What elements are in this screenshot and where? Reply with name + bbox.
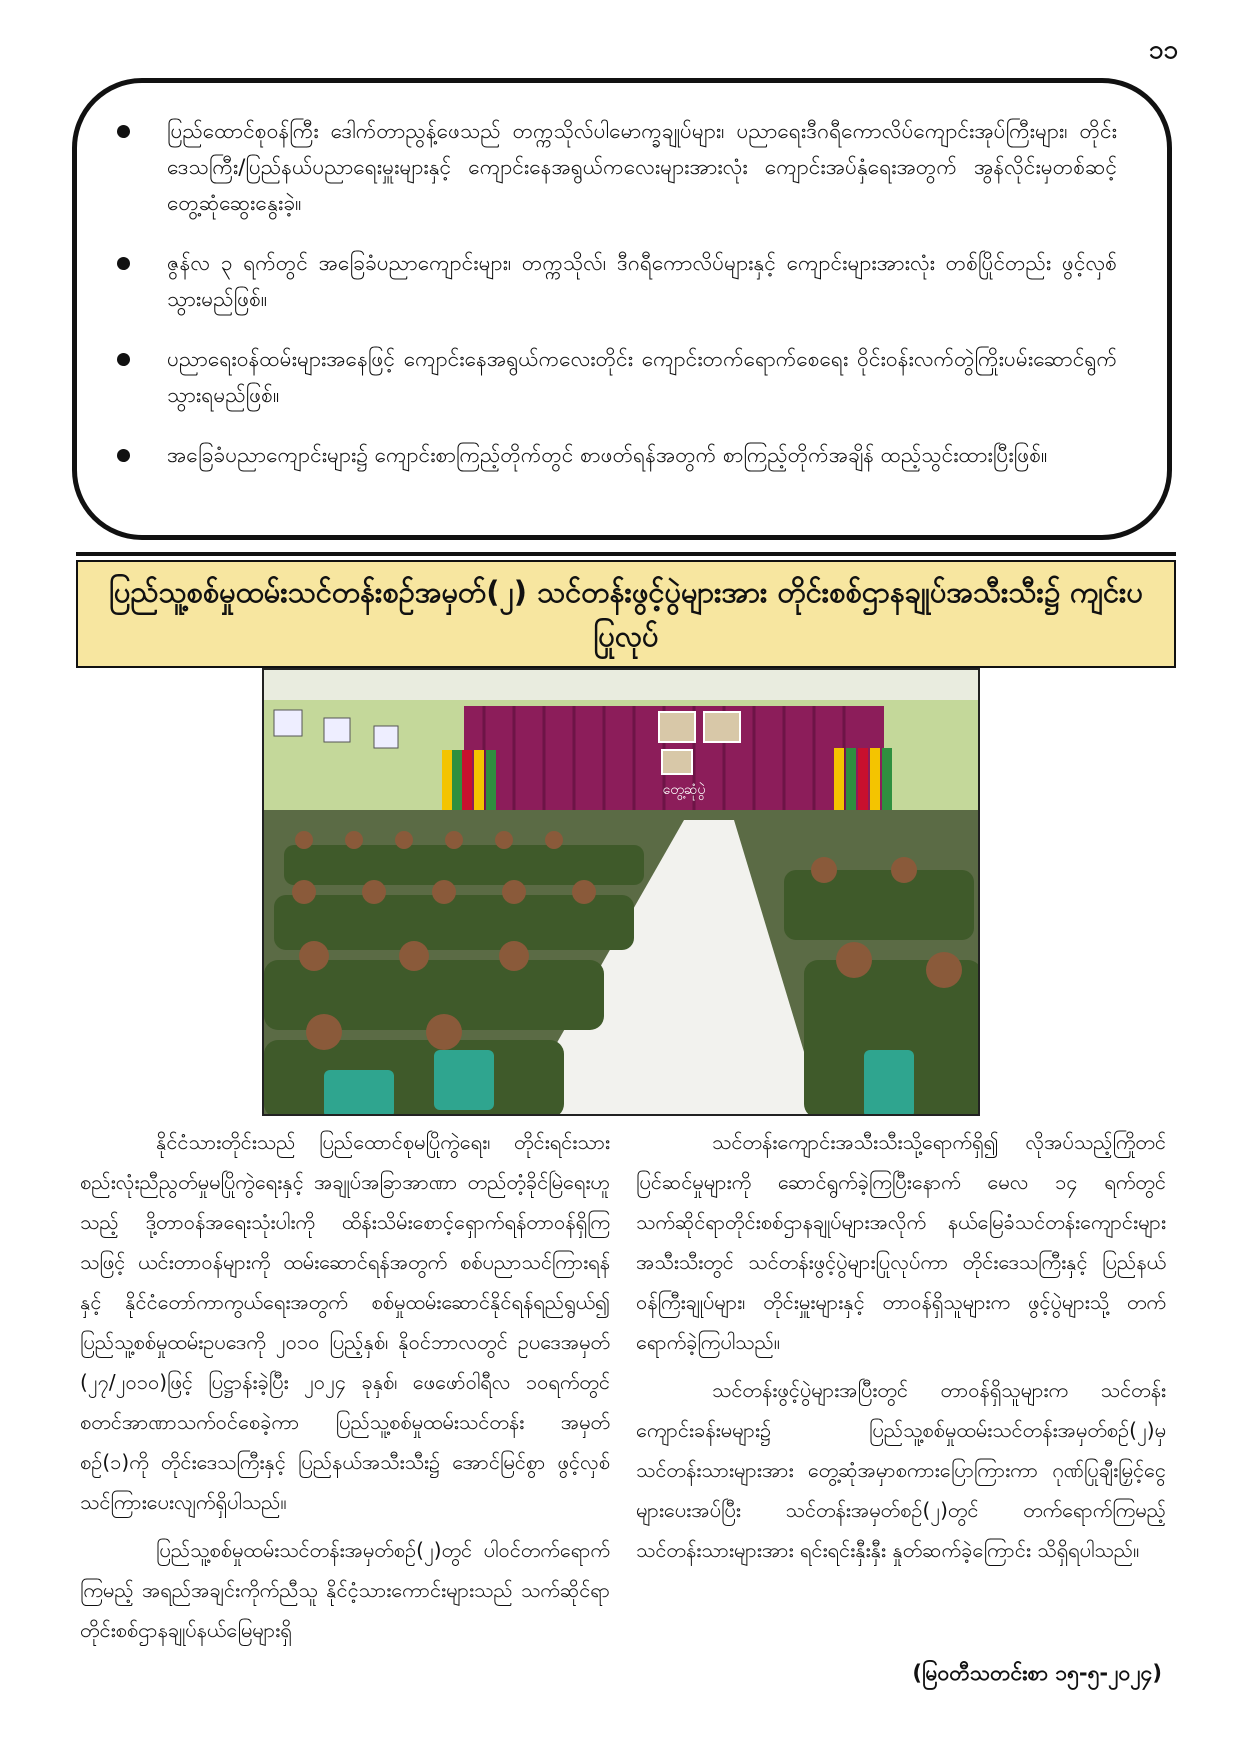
bullet-dot-icon: [117, 353, 130, 366]
section-divider: [76, 552, 1176, 556]
article-headline: ပြည်သူ့စစ်မှုထမ်းသင်တန်းစဉ်အမှတ်(၂) သင်တန်းဖွင့်ပွဲများအား တိုင်းစစ်ဌာနချုပ်အသီးသီး၌ ကျင်းပပြုလုပ်: [109, 575, 1143, 653]
flags-left: [442, 750, 496, 810]
wall-picture: [324, 718, 350, 742]
wall-picture: [374, 726, 398, 748]
summary-bullet-item: [107, 113, 1117, 221]
article-paragraph: သင်တန်းကျောင်းအသီးသီးသို့ရောက်ရှိ၍ လိုအပ်သည့်ကြိုတင်ပြင်ဆင်မှုများကို ဆောင်ရွက်ခဲ့ကြပြီးနောက် မေလ ၁၄ ရက်တွင် သက်ဆိုင်ရာတိုင်းစစ်ဌာနချုပ်များအလိုက် နယ်မြေခံသင်တန်းကျောင်းများအသီးသီးတွင် သင်တန်းဖွင့်ပွဲများပြုလုပ်ကာ တိုင်းဒေသကြီးနှင့် ပြည်နယ်ဝန်ကြီးချုပ်များ၊ တိုင်းမှူးများနှင့် တာဝန်ရှိသူများက ဖွင့်ပွဲများသို့ တက်ရောက်ခဲ့ကြပါသည်။: [636, 1130, 1166, 1354]
flags-right: [834, 748, 892, 810]
summary-bullet-item: [107, 245, 1117, 317]
summary-bullet-list: [107, 113, 1117, 473]
article-paragraph: ပြည်သူ့စစ်မှုထမ်းသင်တန်းအမှတ်စဉ်(၂)တွင် ပါဝင်တက်ရောက်ကြမည့် အရည်အချင်းကိုက်ညီသူ နိုင်ငံ့သားကောင်းများသည် သက်ဆိုင်ရာတိုင်းစစ်ဌာနချုပ်နယ်မြေများရှိ: [80, 1538, 610, 1642]
portrait-frame: [662, 750, 692, 774]
news-source: (မြဝတီသတင်းစာ ၁၅-၅-၂၀၂၄): [912, 1661, 1162, 1685]
article-paragraph: သင်တန်းဖွင့်ပွဲများအပြီးတွင် တာဝန်ရှိသူများက သင်တန်းကျောင်းခန်းမများ၌ ပြည်သူ့စစ်မှုထမ်းသင်တန်းအမှတ်စဉ်(၂)မှ သင်တန်းသားများအား တွေ့ဆုံအမှာစကားပြောကြားကာ ဂုဏ်ပြုချီးမြှင့်ငွေများပေးအပ်ပြီး သင်တန်းအမှတ်စဉ်(၂)တွင် တက်ရောက်ကြမည့် သင်တန်းသားများအား ရင်းရင်းနှီးနှီး နှုတ်ဆက်ခဲ့ကြောင်း သိရှိရပါသည်။: [636, 1378, 1166, 1562]
portrait-frame: [704, 712, 740, 742]
summary-bullet-text: ပညာရေးဝန်ထမ်းများအနေဖြင့် ကျောင်းနေအရွယ်ကလေးတိုင်း ကျောင်းတက်ရောက်စေရေး ဝိုင်းဝန်းလက်တွဲကြိုးပမ်းဆောင်ရွက်သွားရမည်ဖြစ်။: [167, 347, 1117, 407]
bullet-dot-icon: [117, 257, 130, 270]
summary-bullet-box: [72, 78, 1172, 540]
summary-bullet-text: ဇွန်လ ၃ ရက်တွင် အခြေခံပညာကျောင်းများ၊ တက္ကသိုလ်၊ ဒီဂရီကောလိပ်များနှင့် ကျောင်းများအားလုံး တစ်ပြိုင်တည်း ဖွင့်လှစ်သွားမည်ဖြစ်။: [167, 251, 1117, 311]
summary-bullet-item: [107, 437, 1117, 473]
photo-ceiling: [264, 670, 980, 700]
bullet-dot-icon: [117, 125, 130, 138]
bullet-dot-icon: [117, 449, 130, 462]
article-column-right: [636, 1122, 1166, 1578]
wall-picture: [274, 710, 302, 736]
summary-bullet-text: ပြည်ထောင်စုဝန်ကြီး ဒေါက်တာညွန့်ဖေသည် တက္ကသိုလ်ပါမောက္ခချုပ်များ၊ ပညာရေးဒီဂရီကောလိပ်ကျောင်းအုပ်ကြီးများ၊ တိုင်းဒေသကြီး/ပြည်နယ်ပညာရေးမှူးများနှင့် ကျောင်းနေအရွယ်ကလေးများအားလုံး ကျောင်းအပ်နှံရေးအတွက် အွန်လိုင်းမှတစ်ဆင့် တွေ့ဆုံဆွေးနွေးခဲ့။: [167, 119, 1117, 215]
summary-bullet-text: အခြေခံပညာကျောင်းများ၌ ကျောင်းစာကြည့်တိုက်တွင် စာဖတ်ရန်အတွက် စာကြည့်တိုက်အချိန် ထည့်သွင်းထားပြီးဖြစ်။: [167, 443, 1048, 467]
conference-hall-photo-graphic: [264, 670, 980, 1116]
summary-bullet-item: [107, 341, 1117, 413]
article-paragraph: နိုင်ငံသားတိုင်းသည် ပြည်ထောင်စုမပြိုကွဲရေး၊ တိုင်းရင်းသားစည်းလုံးညီညွတ်မှုမပြိုကွဲရေးနှင့် အချုပ်အခြာအာဏာ တည်တံ့ခိုင်မြဲရေးဟူသည့် ဒို့တာဝန်အရေးသုံးပါးကို ထိန်းသိမ်းစောင့်ရှောက်ရန်တာဝန်ရှိကြသဖြင့် ယင်းတာဝန်များကို ထမ်းဆောင်ရန်အတွက် စစ်ပညာသင်ကြားရန်နှင့် နိုင်ငံတော်ကာကွယ်ရေးအတွက် စစ်မှုထမ်းဆောင်နိုင်ရန်ရည်ရွယ်၍ ပြည်သူ့စစ်မှုထမ်းဥပဒေကို ၂၀၁၀ ပြည့်နှစ်၊ နိုဝင်ဘာလတွင် ဥပဒေအမှတ် (၂၇/၂၀၁၀)ဖြင့် ပြဋ္ဌာန်းခဲ့ပြီး ၂၀၂၄ ခုနှစ်၊ ဖေဖော်ဝါရီလ ၁၀ရက်တွင် စတင်အာဏာသက်ဝင်စေခဲ့ကာ ပြည်သူ့စစ်မှုထမ်းသင်တန်း အမှတ်စဉ်(၁)ကို တိုင်းဒေသကြီးနှင့် ပြည်နယ်အသီးသီး၌ အောင်မြင်စွာ ဖွင့်လှစ်သင်ကြားပေးလျက်ရှိပါသည်။: [80, 1130, 610, 1514]
article-headline-box: [76, 560, 1176, 668]
page-number: ၁၁: [1148, 35, 1178, 65]
article-column-left: [80, 1122, 610, 1658]
article-photo: [262, 668, 980, 1116]
photo-banner-text: တွေ့ဆုံပွဲ: [662, 782, 706, 798]
portrait-frame: [659, 712, 695, 742]
